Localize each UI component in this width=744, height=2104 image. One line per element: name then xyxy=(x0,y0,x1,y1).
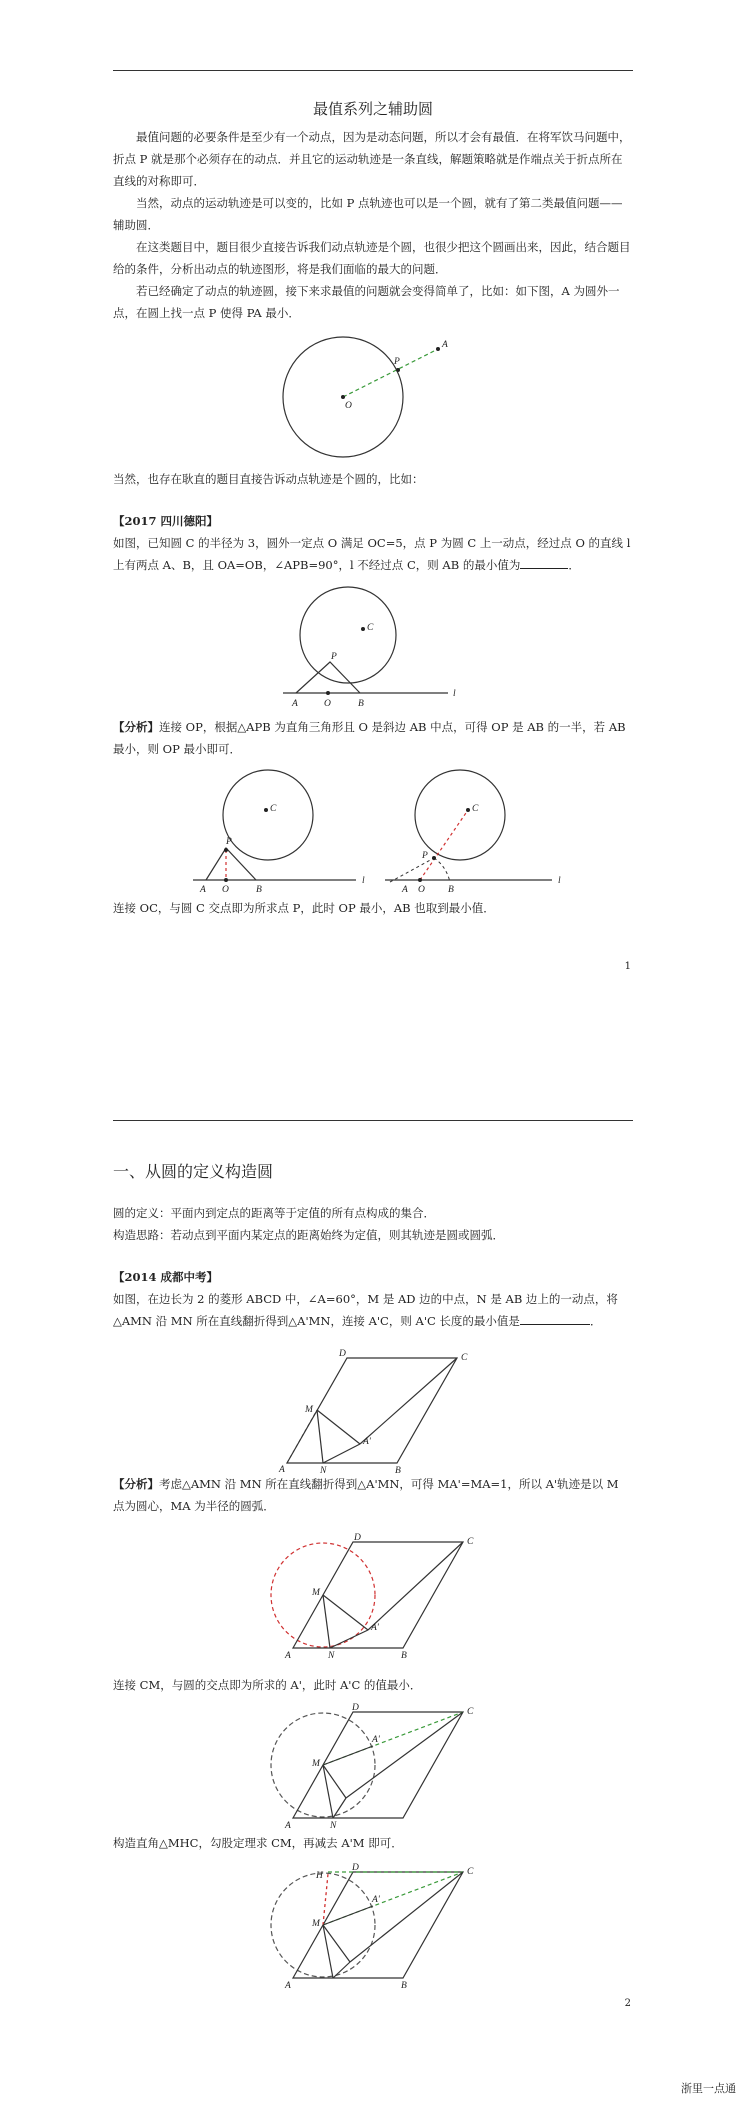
analysis-tag: 【分析】 xyxy=(113,1477,159,1491)
triangle-apb xyxy=(206,848,256,880)
circle-c xyxy=(223,770,313,860)
label-a: A xyxy=(402,885,408,895)
circle-c xyxy=(300,587,396,683)
analysis-text: 考虑△AMN 沿 MN 所在直线翻折得到△A'MN，可得 MA'=MA=1，所以 A'轨迹是以 M 点为圆心，MA 为半径的圆弧． xyxy=(113,1477,619,1513)
label-b: B xyxy=(401,1651,407,1661)
label-a-prime: A' xyxy=(372,1735,380,1745)
figure-problem-1 xyxy=(278,585,468,715)
conclusion-text: 连接 OC，与圆 C 交点即为所求点 P，此时 OP 最小，AB 也取到最小值． xyxy=(113,901,495,915)
example-problem-end: ． xyxy=(589,1314,602,1328)
label-l: l xyxy=(362,876,365,886)
example-problem-text: 如图，已知圆 C 的半径为 3，圆外一定点 O 满足 OC=5，点 P 为圆 C 上一动点，经过点 O 的直线 l 上有两点 A、B，且 OA=OB，∠APB=90°，l 不经过点 C，则 AB 的最小值为 xyxy=(113,536,631,572)
segment-na-prime xyxy=(323,1444,360,1463)
label-a-prime: A' xyxy=(363,1437,371,1447)
label-c: C xyxy=(467,1707,474,1717)
page-number: 1 xyxy=(624,961,631,972)
label-m: M xyxy=(312,1588,320,1598)
label-c: C xyxy=(467,1537,474,1547)
label-a-prime: A' xyxy=(372,1895,380,1905)
example-source: 【2014 成都中考】 xyxy=(113,1270,219,1284)
paragraph: 最值问题的必要条件是至少有一个动点，因为是动态问题，所以才会有最值．在将军饮马问题中，折点 P 就是那个必须存在的动点．并且它的运动轨迹是一条直线，解题策略就是作端点关于折点所在直线的对称即可． xyxy=(113,130,631,188)
label-o: O xyxy=(345,401,352,411)
label-b: B xyxy=(395,1466,401,1476)
point-o xyxy=(418,878,422,882)
paragraph: 在这类题目中，题目很少直接告诉我们动点轨迹是个圆，也很少把这个圆画出来，因此，结合题目给的条件，分析出动点的轨迹图形，将是我们面临的最大的问题． xyxy=(113,240,631,276)
segment-a-prime-c xyxy=(350,1872,463,1962)
segment-a-prime-c xyxy=(360,1358,457,1444)
label-b: B xyxy=(401,1981,407,1991)
point-a xyxy=(436,347,440,351)
point-o xyxy=(326,691,330,695)
label-l: l xyxy=(453,689,456,699)
label-b: B xyxy=(358,699,364,709)
footer-watermark: 浙里一点通 xyxy=(681,2082,736,2095)
label-a: A xyxy=(442,340,448,350)
label-a: A xyxy=(279,1465,285,1475)
label-a: A xyxy=(200,885,206,895)
figure-rhombus-circle xyxy=(268,1530,478,1660)
label-c: C xyxy=(461,1353,468,1363)
example-source: 【2017 四川德阳】 xyxy=(113,514,219,528)
example-problem xyxy=(113,532,633,576)
label-d: D xyxy=(352,1863,359,1873)
label-c: C xyxy=(472,804,479,814)
point-c xyxy=(361,627,365,631)
figure-rhombus xyxy=(275,1348,475,1476)
analysis-text: 连接 OP，根据△APB 为直角三角形且 O 是斜边 AB 中点，可得 OP 是 AB 的一半，若 AB 最小，则 OP 最小即可． xyxy=(113,720,626,756)
example-problem xyxy=(113,1288,633,1332)
segment-ma-prime xyxy=(323,1595,368,1630)
label-n: N xyxy=(328,1651,335,1661)
segment-a-prime-c xyxy=(346,1712,463,1798)
analysis-tag: 【分析】 xyxy=(113,720,159,734)
segment-na-prime xyxy=(333,1962,350,1978)
page-number: 2 xyxy=(624,1998,631,2009)
label-p: P xyxy=(226,837,232,847)
label-m: M xyxy=(305,1405,313,1415)
label-p: P xyxy=(331,652,337,662)
figure-analysis-left xyxy=(188,770,368,895)
label-o: O xyxy=(324,699,331,709)
segment-na-prime xyxy=(333,1798,346,1818)
answer-blank xyxy=(520,556,568,569)
definition-text: 圆的定义：平面内到定点的距离等于定值的所有点构成的集合． xyxy=(113,1206,435,1220)
top-rule xyxy=(113,70,633,71)
label-a: A xyxy=(285,1651,291,1661)
label-b: B xyxy=(448,885,454,895)
top-rule xyxy=(113,1120,633,1121)
point-o xyxy=(224,878,228,882)
analysis-2 xyxy=(113,1473,633,1517)
label-o: O xyxy=(418,885,425,895)
label-c: C xyxy=(467,1867,474,1877)
label-a: A xyxy=(292,699,298,709)
figure-circle-point xyxy=(270,340,470,465)
circle-c xyxy=(415,770,505,860)
page-title: 最值系列之辅助圆 xyxy=(312,100,433,118)
idea-text: 构造思路：若动点到平面内某定点的距离始终为定值，则其轨迹是圆或圆弧． xyxy=(113,1228,504,1242)
answer-blank xyxy=(520,1312,590,1325)
point-c xyxy=(264,808,268,812)
label-d: D xyxy=(352,1703,359,1713)
label-c: C xyxy=(367,623,374,633)
label-p: P xyxy=(394,357,400,367)
label-d: D xyxy=(354,1533,361,1543)
paragraph: 若已经确定了动点的轨迹圆，接下来求最值的问题就会变得简单了，比如：如下图，A 为圆外一点，在圆上找一点 P 使得 PA 最小． xyxy=(113,284,620,320)
label-n: N xyxy=(330,1821,337,1831)
figure-analysis-right xyxy=(380,770,570,895)
example-problem-text: 如图，在边长为 2 的菱形 ABCD 中，∠A=60°，M 是 AD 边的中点，N 是 AB 边上的一动点，将△AMN 沿 MN 所在直线翻折得到△A'MN，连接 A'C，则 A'C 长度的最小值是 xyxy=(113,1292,618,1328)
label-m: M xyxy=(312,1919,320,1929)
label-n: N xyxy=(320,1466,327,1476)
label-d: D xyxy=(339,1349,346,1359)
segment-mn xyxy=(323,1595,330,1648)
example-problem-end: ． xyxy=(568,558,580,572)
segment-a-prime-c xyxy=(368,1542,463,1630)
point-p xyxy=(396,368,400,372)
point-p xyxy=(432,856,436,860)
section-heading: 一、从圆的定义构造圆 xyxy=(113,1162,274,1181)
triangle-apb xyxy=(296,662,360,693)
figure-rhombus-cm xyxy=(268,1700,478,1830)
segment-na-prime xyxy=(330,1630,368,1648)
segment-ma xyxy=(323,1906,373,1925)
note-text: 当然，也存在耿直的题目直接告诉动点轨迹是个圆的，比如： xyxy=(113,472,424,486)
point-o xyxy=(341,395,345,399)
paragraph: 当然，动点的运动轨迹是可以变的，比如 P 点轨迹也可以是一个圆，就有了第二类最值问题——辅助圆． xyxy=(113,196,623,232)
label-a: A xyxy=(285,1981,291,1991)
segment-mn xyxy=(317,1410,323,1463)
label-a-prime: A' xyxy=(371,1623,379,1633)
label-b: B xyxy=(256,885,262,895)
point-c xyxy=(466,808,470,812)
segment-ma-prime xyxy=(317,1410,360,1444)
label-l: l xyxy=(558,876,561,886)
segment-oa xyxy=(343,349,438,397)
arc-pb xyxy=(434,858,450,882)
segment-ma xyxy=(323,1746,373,1765)
analysis-1 xyxy=(113,716,633,760)
step-2-text: 连接 CM，与圆的交点即为所求的 A'，此时 A'C 的值最小． xyxy=(113,1678,422,1692)
label-a: A xyxy=(285,1821,291,1831)
step-3-text: 构造直角△MHC，勾股定理求 CM，再减去 A'M 即可． xyxy=(113,1836,403,1850)
label-p: P xyxy=(422,851,428,861)
figure-rhombus-h xyxy=(268,1860,478,1990)
page-2 xyxy=(0,1060,744,2104)
label-m: M xyxy=(312,1759,320,1769)
label-c: C xyxy=(270,804,277,814)
point-p xyxy=(224,848,228,852)
label-h: H xyxy=(316,1871,323,1881)
label-o: O xyxy=(222,885,229,895)
segment-mn xyxy=(323,1925,333,1978)
